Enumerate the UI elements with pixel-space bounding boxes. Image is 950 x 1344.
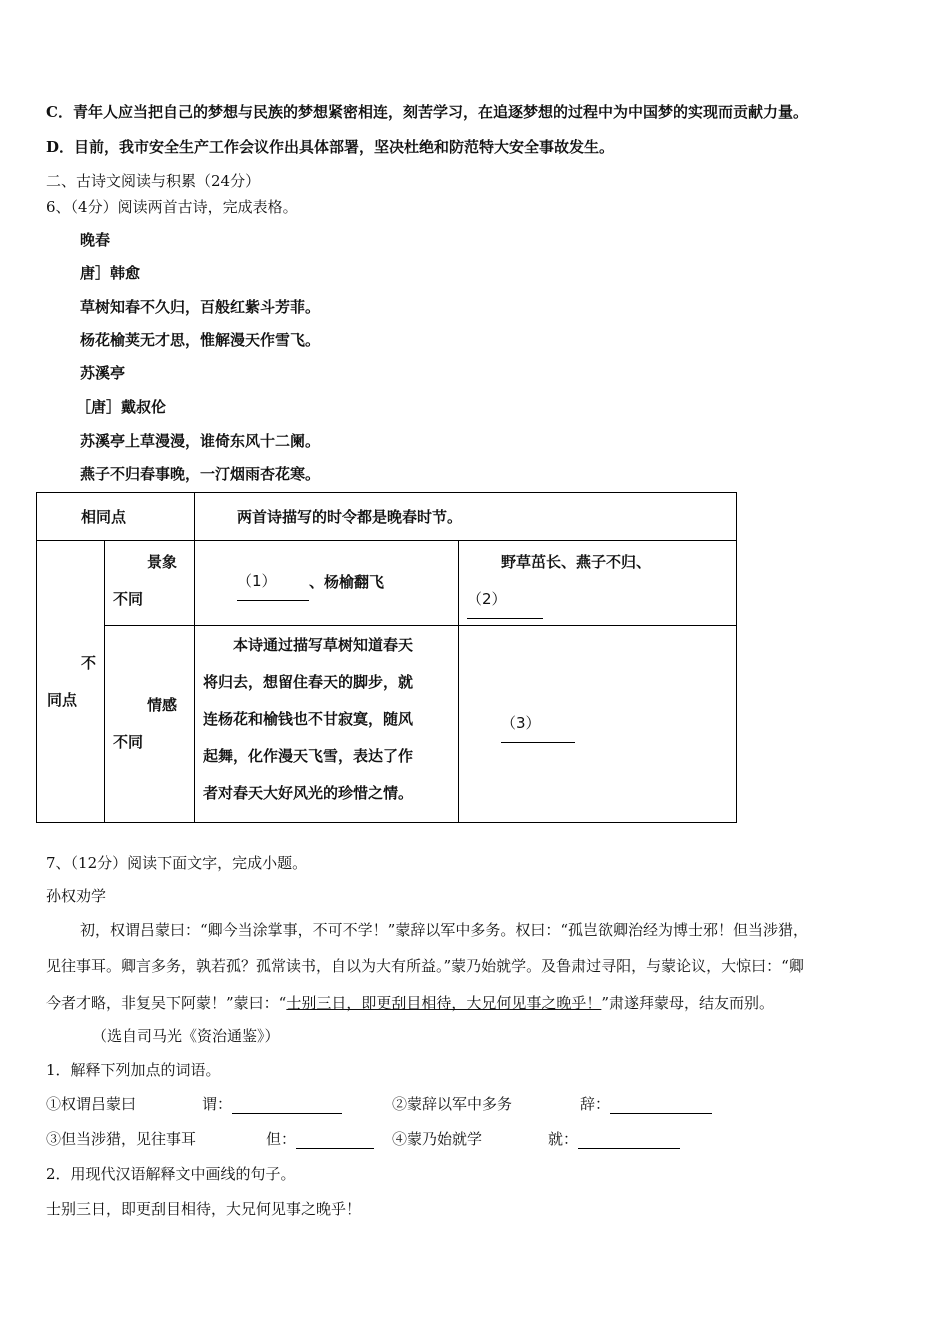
same-label-cell xyxy=(37,493,195,541)
question-7-title: 7、（12分）阅读下面文字，完成小题。 xyxy=(46,854,308,872)
passage-line-3 xyxy=(46,992,774,1013)
emotion-poem2-cell xyxy=(459,626,737,823)
scene-label-cell xyxy=(105,541,195,626)
passage-line-1: 初，权谓吕蒙曰：“卿今当涂掌事，不可不学！”蒙辞以军中多务。权曰：“孤岂欲卿治经为博士邪！但当涉猎， xyxy=(80,921,809,939)
word-2-label: 辞： xyxy=(580,1095,611,1113)
question-6-title: 6、（4分）阅读两首古诗，完成表格。 xyxy=(46,198,298,216)
diff-label-1: 不 xyxy=(80,653,96,672)
word-1 xyxy=(202,1093,342,1114)
emotion-line-3: 连杨花和榆钱也不甘寂寞，随风 xyxy=(203,710,414,728)
scene-poem1-cell xyxy=(195,541,459,626)
word-3-blank[interactable] xyxy=(296,1132,374,1149)
word-3 xyxy=(266,1128,374,1149)
word-3-phrase: ③但当涉猎，见往事耳 xyxy=(46,1130,197,1148)
poem1-line2: 杨花榆荚无才思，惟解漫天作雪飞。 xyxy=(80,331,321,349)
comparison-table xyxy=(36,492,737,823)
section-heading: 二、古诗文阅读与积累（24分） xyxy=(46,172,261,190)
word-4-phrase: ④蒙乃始就学 xyxy=(392,1130,483,1148)
word-4-label: 就： xyxy=(548,1130,579,1148)
scene-poem2-line1: 野草茁长、燕子不归、 xyxy=(501,553,652,571)
emotion-label-cell xyxy=(105,626,195,823)
emotion-poem1-cell xyxy=(195,626,459,823)
emotion-label-2: 不同 xyxy=(113,733,144,751)
word-1-label: 谓： xyxy=(202,1095,233,1113)
passage-line-3-start: 今者才略，非复吴下阿蒙！”蒙曰：“ xyxy=(46,994,287,1012)
poem2-line1: 苏溪亭上草漫漫，谁倚东风十二阑。 xyxy=(80,432,321,450)
emotion-line-4: 起舞，化作漫天飞雪，表达了作 xyxy=(203,747,414,765)
poem2-line2: 燕子不归春事晚，一汀烟雨杏花寒。 xyxy=(80,465,321,483)
same-label: 相同点 xyxy=(81,508,127,526)
emotion-label-1: 情感 xyxy=(147,696,178,714)
word-1-blank[interactable] xyxy=(232,1097,342,1114)
passage-line-2: 见往事耳。卿言多务，孰若孤？孤常读书，自以为大有所益。”蒙乃始就学。及鲁肃过寻阳，与蒙论议，大惊曰：“卿 xyxy=(46,957,804,975)
word-4 xyxy=(548,1128,680,1149)
passage-title: 孙权劝学 xyxy=(46,887,107,905)
blank-1-label: （1） xyxy=(237,572,277,590)
emotion-line-5: 者对春天大好风光的珍惜之情。 xyxy=(203,784,414,802)
passage-line-3-end: ”肃遂拜蒙母，结友而别。 xyxy=(601,994,775,1012)
blank-1[interactable] xyxy=(237,563,309,601)
poem2-author: ［唐］戴叔伦 xyxy=(76,398,167,416)
poem1-line1: 草树知春不久归，百般红紫斗芳菲。 xyxy=(80,298,321,316)
poem1-author: 唐］韩愈 xyxy=(80,264,141,282)
blank-2-label: （2） xyxy=(467,590,507,608)
option-c: C．青年人应当把自己的梦想与民族的梦想紧密相连，刻苦学习，在追逐梦想的过程中为中国梦的实现而贡献力量。 xyxy=(46,103,808,121)
blank-3[interactable] xyxy=(501,705,575,743)
word-4-blank[interactable] xyxy=(578,1132,680,1149)
same-content: 两首诗描写的时令都是晚春时节。 xyxy=(237,508,463,526)
word-2-blank[interactable] xyxy=(610,1097,712,1114)
subquestion-1: 1．解释下列加点的词语。 xyxy=(46,1061,221,1079)
passage-source: （选自司马光《资治通鉴》） xyxy=(92,1027,280,1045)
underlined-sentence: 士别三日，即更刮目相待，大兄何见事之晚乎！ xyxy=(286,994,602,1012)
sentence-to-explain: 士别三日，即更刮目相待，大兄何见事之晚乎！ xyxy=(46,1200,362,1218)
word-2-phrase: ②蒙辞以军中多务 xyxy=(392,1095,513,1113)
scene-poem2-cell xyxy=(459,541,737,626)
diff-label-2: 同点 xyxy=(47,690,78,709)
same-content-cell xyxy=(195,493,737,541)
scene-label-1: 景象 xyxy=(147,553,178,571)
blank-2[interactable] xyxy=(467,581,543,619)
word-3-label: 但： xyxy=(266,1130,297,1148)
word-2 xyxy=(580,1093,712,1114)
blank-3-label: （3） xyxy=(501,714,541,732)
poem2-title: 苏溪亭 xyxy=(80,364,126,382)
word-1-phrase: ①权谓吕蒙曰 xyxy=(46,1095,137,1113)
diff-label-cell xyxy=(37,541,105,823)
scene-poem1-text: 、杨榆翻飞 xyxy=(309,573,385,591)
poem1-title: 晚春 xyxy=(80,231,111,249)
emotion-line-2: 将归去，想留住春天的脚步，就 xyxy=(203,673,414,691)
option-d: D．目前，我市安全生产工作会议作出具体部署，坚决杜绝和防范特大安全事故发生。 xyxy=(46,138,615,156)
emotion-line-1: 本诗通过描写草树知道春天 xyxy=(233,636,414,654)
subquestion-2: 2．用现代汉语解释文中画线的句子。 xyxy=(46,1165,296,1183)
scene-label-2: 不同 xyxy=(113,590,144,608)
